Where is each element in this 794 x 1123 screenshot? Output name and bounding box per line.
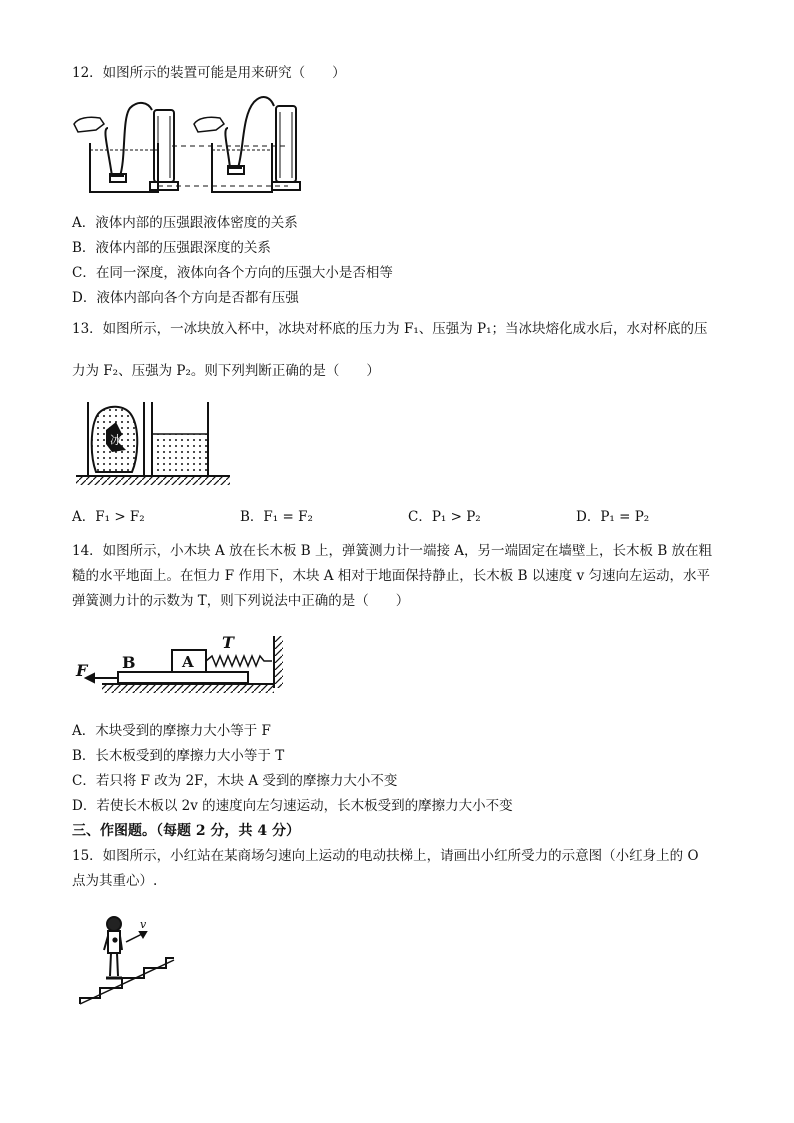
- q14-stem-line2: 糙的水平地面上。在恒力 F 作用下，木块 A 相对于地面保持静止，长木板 B 以速度 v 匀速向左运动，水平: [72, 568, 710, 584]
- q14-figure: [72, 628, 284, 696]
- q13-ice-label: 冰: [110, 433, 123, 447]
- q13-option-b: B．F₁ = F₂: [240, 509, 313, 525]
- q14-stem-line3: 弹簧测力计的示数为 T，则下列说法中正确的是（ ）: [72, 593, 410, 609]
- q15-stem-line2: 点为其重心）.: [72, 873, 158, 889]
- q13-option-d: D．P₁ = P₂: [576, 509, 650, 525]
- q14-option-c: C．若只将 F 改为 2F，木块 A 受到的摩擦力大小不变: [72, 773, 398, 789]
- q12-option-a: A．液体内部的压强跟液体密度的关系: [72, 215, 298, 231]
- q13-figure: [72, 396, 237, 488]
- q13-stem-line2: 力为 F₂、压强为 P₂。则下列判断正确的是（ ）: [72, 363, 380, 379]
- q14-label-t: T: [222, 633, 234, 652]
- q14-label-f: F: [76, 661, 88, 680]
- q15-stem-line1: 15．如图所示，小红站在某商场匀速向上运动的电动扶梯上，请画出小红所受力的示意图（小红身上的 O: [72, 848, 699, 864]
- q12-stem: 12．如图所示的装置可能是用来研究（ ）: [72, 65, 346, 81]
- q14-option-a: A．木块受到的摩擦力大小等于 F: [72, 723, 271, 739]
- q14-stem-line1: 14．如图所示，小木块 A 放在长木板 B 上，弹簧测力计一端接 A，另一端固定在墙壁上，长木板 B 放在粗: [72, 543, 713, 559]
- section-3-title: 三、作图题。（每题 2 分，共 4 分）: [72, 823, 300, 839]
- q13-stem-line1: 13．如图所示，一冰块放入杯中，冰块对杯底的压力为 F₁、压强为 P₁；当冰块熔化成水后，水对杯底的压: [72, 321, 708, 337]
- q14-option-b: B．长木板受到的摩擦力大小等于 T: [72, 748, 285, 764]
- q13-option-c: C．P₁ > P₂: [408, 509, 481, 525]
- q12-option-d: D．液体内部向各个方向是否都有压强: [72, 290, 299, 306]
- q12-option-c: C．在同一深度，液体向各个方向的压强大小是否相等: [72, 265, 393, 281]
- q12-figure: [72, 88, 312, 194]
- q14-option-d: D．若使长木板以 2v 的速度向左匀速运动，长木板受到的摩擦力大小不变: [72, 798, 513, 814]
- q15-figure: [78, 900, 178, 1008]
- q15-label-v: v: [140, 918, 147, 931]
- q13-option-a: A．F₁ > F₂: [72, 509, 145, 525]
- q12-option-b: B．液体内部的压强跟深度的关系: [72, 240, 271, 256]
- q14-label-b: B: [122, 653, 136, 672]
- q14-label-a: A: [182, 653, 194, 671]
